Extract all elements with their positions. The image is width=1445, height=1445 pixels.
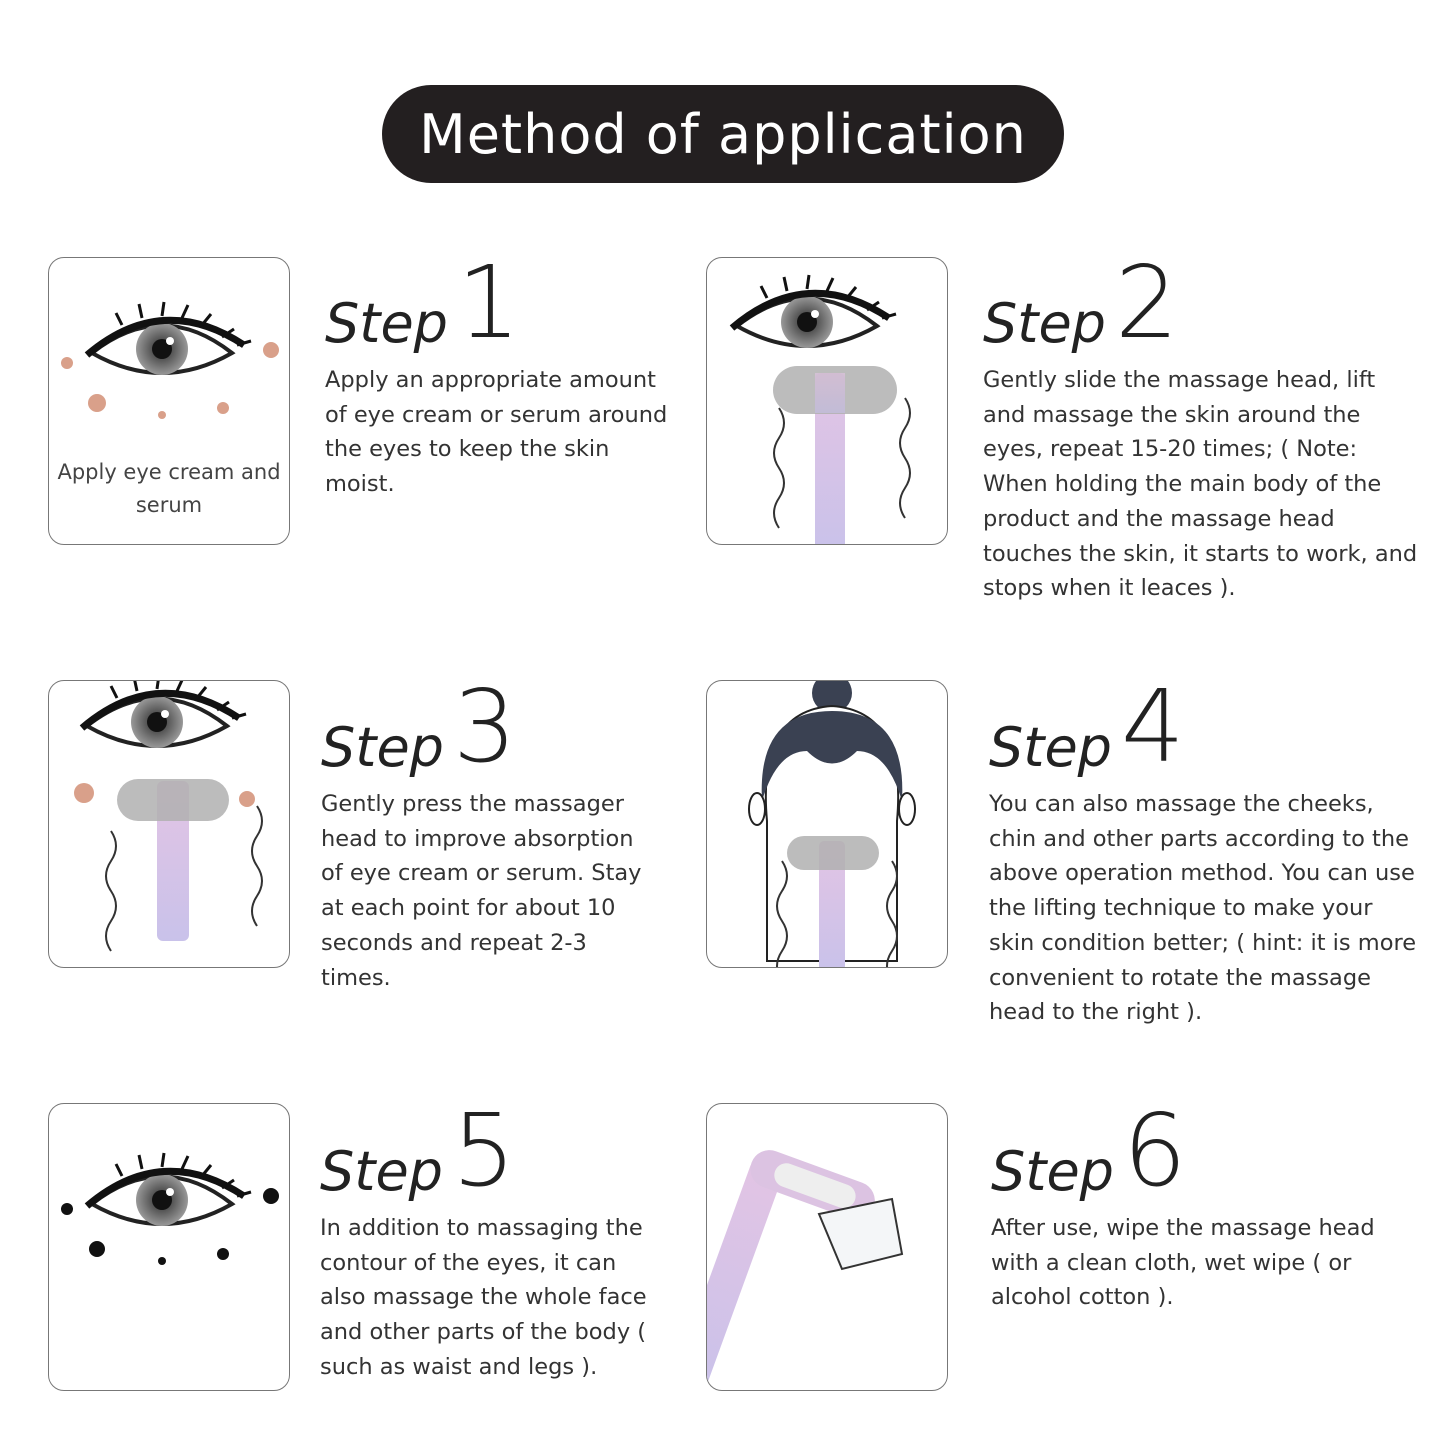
step-2-illustration	[706, 257, 948, 545]
step-5-illustration	[48, 1103, 290, 1391]
step-3	[321, 669, 661, 995]
step-text: You can also massage the cheeks, chin and other parts according to the above operation method. You can use the lifting technique to make your skin condition better; ( hint: it is more convenient to rotate the massage head to the right ).	[989, 791, 1417, 1026]
step-text: Gently slide the massage head, lift and massage the skin around the eyes, repeat 15-20 times; ( Note: When holding the main body of the product and the massage head touches the skin, it starts to work, and stops when it leaces ).	[983, 367, 1418, 602]
eye-press-image	[49, 681, 289, 967]
step-label: Step	[991, 1140, 1114, 1203]
step-6-illustration	[706, 1103, 948, 1391]
wand-wipe-image	[707, 1104, 947, 1390]
step-1	[325, 245, 675, 502]
step-1-caption: Apply eye cream and serum	[57, 460, 281, 517]
step-4-illustration	[706, 680, 948, 968]
step-number: 6	[1123, 1092, 1187, 1209]
step-number: 2	[1115, 244, 1179, 361]
step-number: 4	[1121, 668, 1185, 785]
step-text: Gently press the massager head to improve absorption of eye cream or serum. Stay at each point for about 10 seconds and repeat 2-3 times.	[321, 791, 642, 991]
eye-dots-image	[49, 1104, 289, 1390]
step-label: Step	[320, 1140, 443, 1203]
step-text: In addition to massaging the contour of the eyes, it can also massage the whole face and other parts of the body ( such as waist and legs ).	[320, 1215, 647, 1380]
face-massage-image	[707, 681, 947, 967]
step-2	[983, 245, 1423, 606]
step-label: Step	[321, 716, 444, 779]
step-5	[320, 1093, 660, 1385]
step-text: Apply an appropriate amount of eye cream or serum around the eyes to keep the skin moist.	[325, 367, 668, 498]
step-number: 5	[452, 1092, 516, 1209]
step-number: 3	[453, 668, 517, 785]
step-text: After use, wipe the massage head with a clean cloth, wet wipe ( or alcohol cotton ).	[991, 1215, 1375, 1311]
step-1-illustration	[48, 257, 290, 545]
step-label: Step	[983, 292, 1106, 355]
step-4	[989, 669, 1419, 1030]
step-number: 1	[457, 244, 521, 361]
step-6	[991, 1093, 1416, 1315]
step-3-illustration	[48, 680, 290, 968]
page-title: Method of application	[382, 85, 1064, 183]
step-label: Step	[325, 292, 448, 355]
step-label: Step	[989, 716, 1112, 779]
eye-massage-image	[707, 258, 947, 544]
